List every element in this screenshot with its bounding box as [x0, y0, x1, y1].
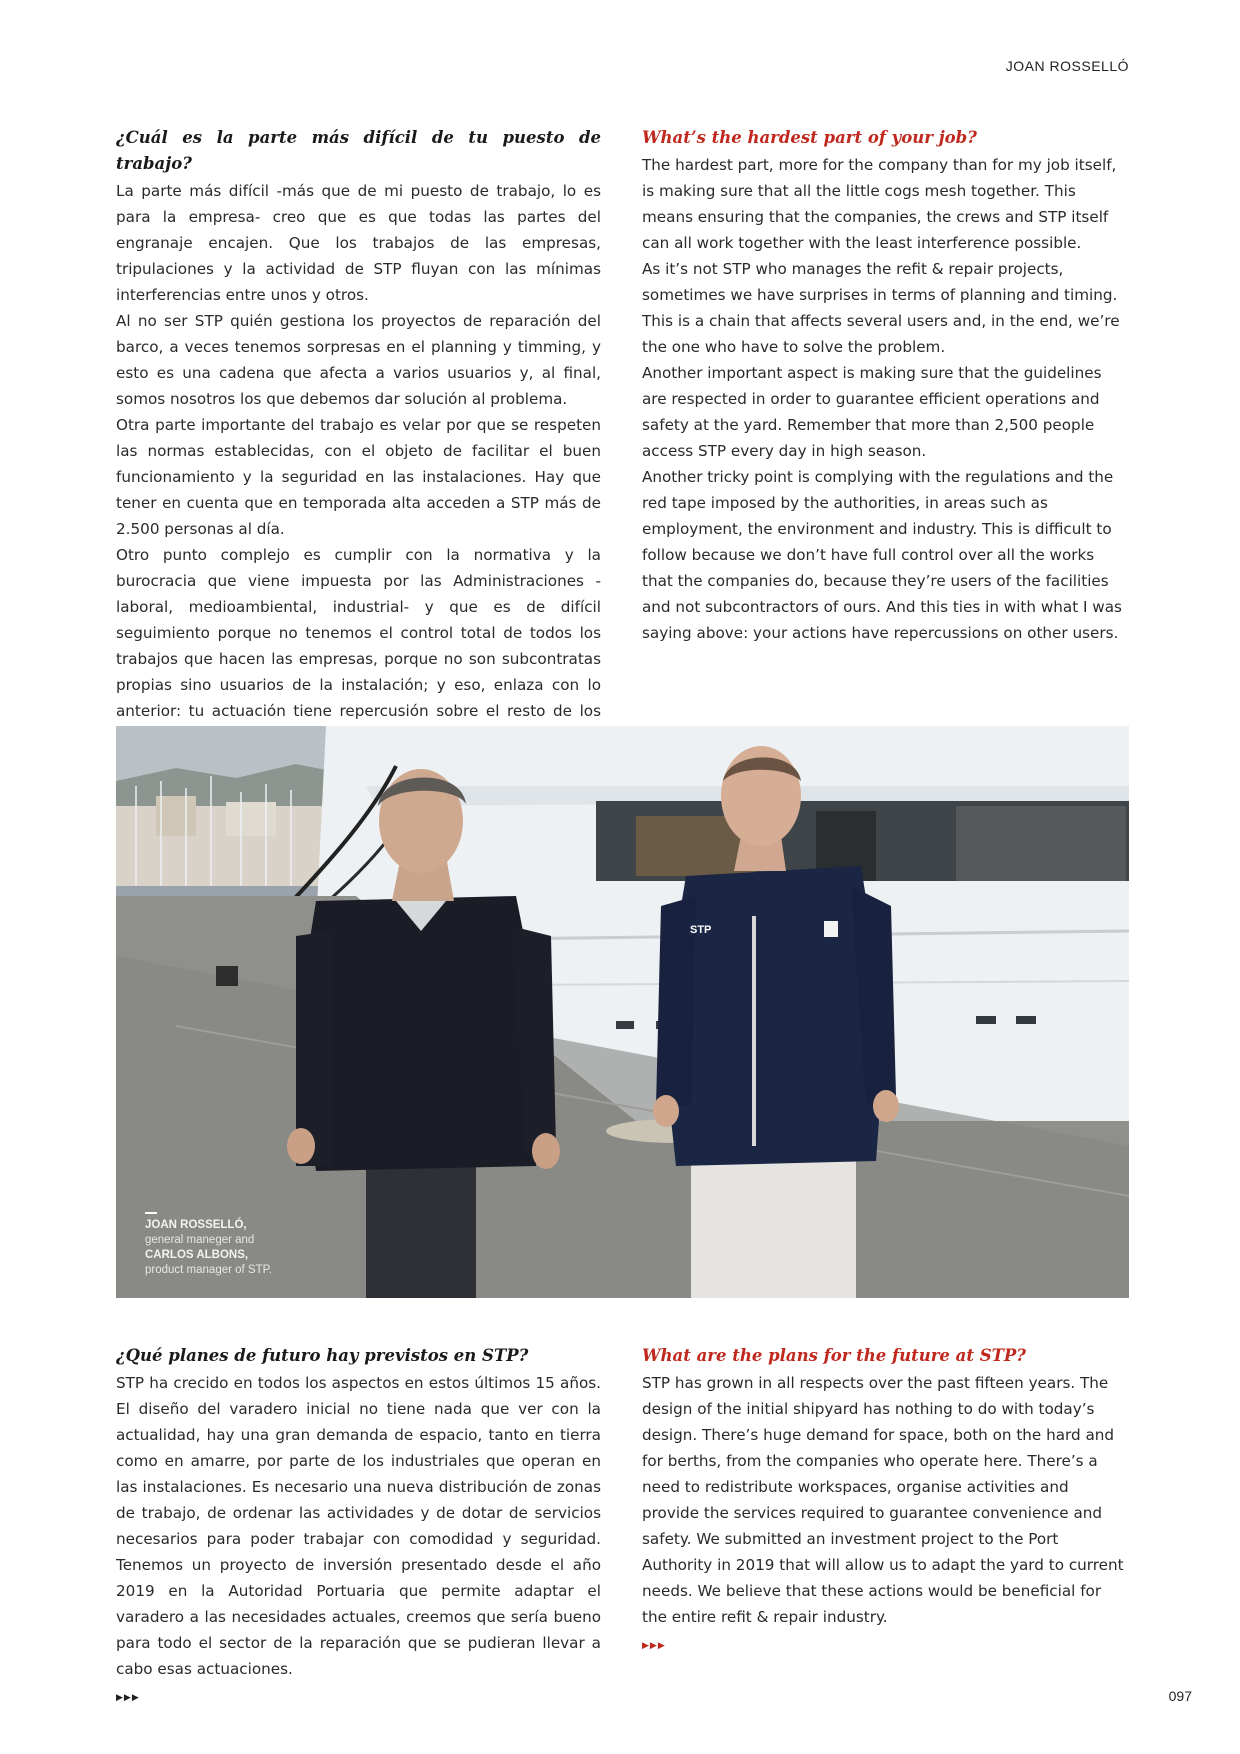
interview-photo [116, 726, 1129, 1298]
continue-arrows: ▶▶▶ [642, 1641, 666, 1651]
paragraph: STP has grown in all respects over the past fifteen years. The design of the initial shipyard has nothing to do with today’s design. There’s huge demand for space, both on the hard and for berths, from the companies who operate here. There’s a need to redistribute workspaces, organise activities and provide the services required to guarantee convenience and safety. We submitted an investment project to the Port Authority in 2019 that will allow us to adapt the yard to current needs. We believe that these actions would be beneficial for the entire refit & repair industry. [642, 1374, 1124, 1626]
section1-spanish-heading: ¿Cuál es la parte más difícil de tu puesto de trabajo? [116, 128, 601, 173]
caption-dash [145, 1212, 157, 1214]
caption-name-2: CARLOS ALBONS, [145, 1249, 249, 1261]
caption-name-1: JOAN ROSSELLÓ, [145, 1219, 247, 1231]
photo-caption [145, 1212, 295, 1278]
section2-spanish-heading: ¿Qué planes de futuro hay previstos en STP? [116, 1346, 529, 1365]
section1-english-heading: What’s the hardest part of your job? [642, 128, 977, 147]
paragraph: Otro punto complejo es cumplir con la normativa y la burocracia que viene impuesta por las Administraciones -laboral, medioambiental, industrial- y que es de difícil seguimiento porque no tenemos el control total de todos los trabajos que hacen las empresas, porque no son subcontratas propias sino usuarios de la instalación; y eso, enlaza con lo anterior: tu actuación tiene repercusión sobre el resto de los [116, 546, 601, 720]
paragraph: Al no ser STP quién gestiona los proyectos de reparación del barco, a veces tenemos sorpresas en el planning y timming, y esto es una cadena que afecta a varios usuarios y, al final, somos nosotros los que debemos dar solución al problema. [116, 312, 601, 408]
continue-arrows: ▶▶▶ [116, 1693, 140, 1703]
paragraph: The hardest part, more for the company than for my job itself, is making sure that all the little cogs mesh together. This means ensuring that the companies, the crews and STP itself can all work together with the least interference possible. [642, 156, 1117, 252]
paragraph: Another important aspect is making sure that the guidelines are respected in order to guarantee efficient operations and safety at the yard. Remember that more than 2,500 people access STP every day in high season. [642, 364, 1102, 460]
paragraph: As it’s not STP who manages the refit & repair projects, sometimes we have surprises in terms of planning and timing. This is a chain that affects several users and, in the end, we’re the one who have to solve the problem. [642, 260, 1120, 356]
running-head: JOAN ROSSELLÓ [1005, 58, 1129, 74]
jacket-logo: STP [690, 924, 712, 936]
paragraph: La parte más difícil -más que de mi puesto de trabajo, lo es para la empresa- creo que es que todas las partes del engranaje encajen. Que los trabajos de las empresas, tripulaciones y la actividad de STP fluyan con las mínimas interferencias entre unos y otros. [116, 182, 601, 304]
caption-role-2: product manager of STP. [145, 1264, 272, 1276]
page-number: 097 [1168, 1688, 1192, 1704]
section1-english-column [642, 125, 1127, 646]
caption-role-1: general maneger and [145, 1234, 255, 1246]
section2-english-column [642, 1343, 1127, 1656]
section2-spanish-column [116, 1343, 601, 1708]
paragraph: Another tricky point is complying with the regulations and the red tape imposed by the authorities, in areas such as employment, the environment and industry. This is difficult to follow because we don’t have full control over all the works that the companies do, because they’re users of the facilities and not subcontractors of ours. And this ties in with what I was saying above: your actions have repercussions on other users. [642, 468, 1122, 642]
paragraph: Otra parte importante del trabajo es velar por que se respeten las normas establecidas, con el objeto de facilitar el buen funcionamiento y la seguridad en las instalaciones. Hay que tener en cuenta que en temporada alta acceden a STP más de 2.500 personas al día. [116, 416, 601, 538]
section1-spanish-column [116, 125, 601, 750]
paragraph: STP ha crecido en todos los aspectos en estos últimos 15 años. El diseño del varadero inicial no tiene nada que ver con la actualidad, hay una gran demanda de espacio, tanto en tierra como en amarre, por parte de los industriales que operan en las instalaciones. Es necesario una nueva distribución de zonas de trabajo, de ordenar las actividades y de dotar de servicios necesarios para poder trabajar con comodidad y seguridad. Tenemos un proyecto de inversión presentado desde el año 2019 en la Autoridad Portuaria que permite adaptar el varadero a las necesidades actuales, creemos que sería bueno para todo el sector de la reparación que se pudieran llevar a cabo esas actuaciones. [116, 1374, 601, 1678]
section2-english-heading: What are the plans for the future at STP? [642, 1346, 1026, 1365]
